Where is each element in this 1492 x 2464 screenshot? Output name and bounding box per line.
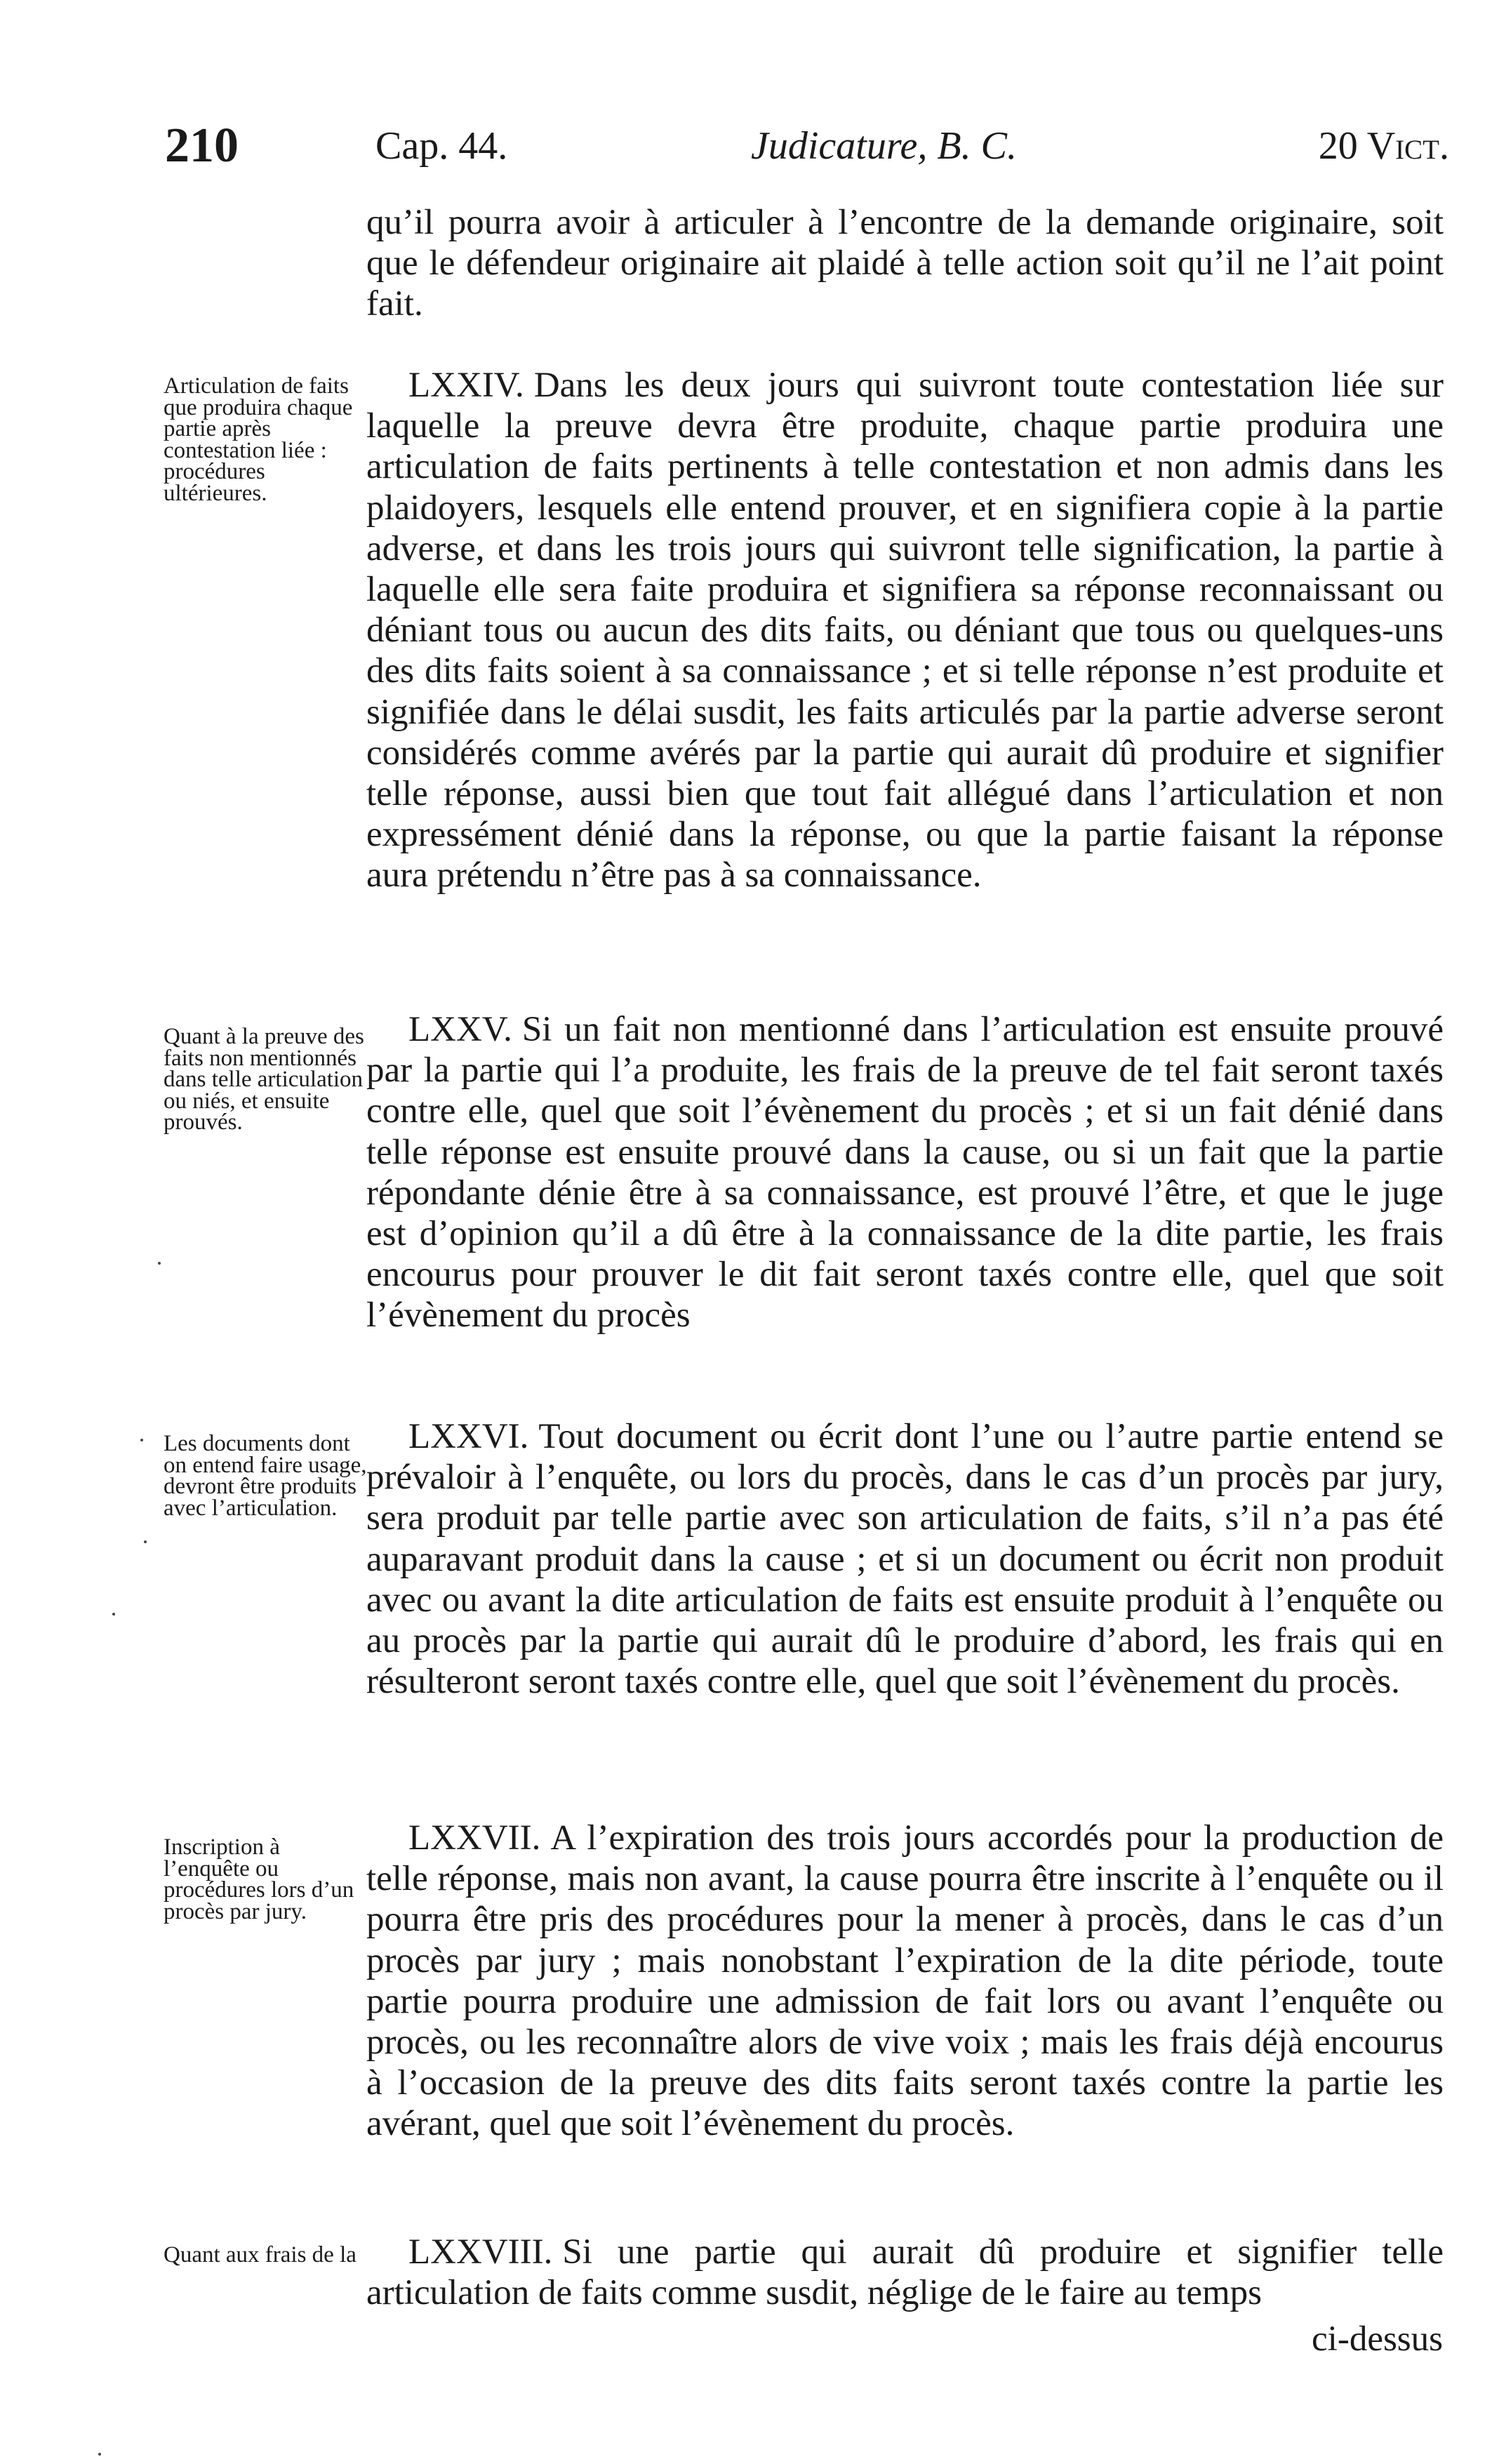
section-number: LXXV. [408,1010,512,1049]
section-paragraph [366,1416,1444,1702]
section-number: LXXVII. [408,1818,541,1858]
catchword: ci-dessus [1312,2319,1443,2359]
section-number: LXXVI. [408,1417,529,1456]
section-text: A l’expiration des trois jours accordés pour la production de telle réponse, mais non avant, la cause pourra être inscrite à l’enquête ou il pourra être pris des procédures pour la mener à procès, dans le cas d’un procès par jury ; mais nonobstant l’expiration de la dite période, toute partie pourra produire une admission de fait lors ou avant l’enquête ou procès, ou les reconnaître alors de vive voix ; mais les frais déjà encourus à l’occasion de la preuve des dits faits seront taxés contre la partie les avérant, quel que soit l’évènement du procès. [366,1818,1444,2144]
section-text: Si un fait non mentionné dans l’articulation est ensuite prouvé par la partie qui l’a produite, les frais de la preuve de tel fait seront taxés contre elle, quel que soit l’évènement du procès ; et si un fait dénié dans telle réponse est ensuite prouvé dans la cause, ou si un fait que la partie répondante dénie être à sa connaissance, est prouvé l’être, et que le juge est d’opinion qu’il a dû être à la connaissance de la dite partie, les frais encourus pour prouver le dit fait seront taxés contre elle, quel que soit l’évènement du procès [366,1010,1444,1336]
regnal-year: 20 Vict. [1318,124,1449,168]
section-text: Si une partie qui aurait dû produire et signifier telle articulation de faits comme susdit, néglige de le faire au temps [366,2232,1444,2313]
running-header [165,118,1449,174]
section-paragraph [366,365,1444,896]
chapter-label: Cap. 44. [375,124,508,168]
page-number: 210 [165,119,239,173]
marginal-note: Quant à la preuve des faits non mentionnés dans telle articulation ou niés, et ensuite prouvés. [164,1024,364,1135]
marginal-note: Les documents dont on entend faire usage, devront être produits avec l’articulation. [164,1431,367,1521]
section-text: Dans les deux jours qui suivront toute contestation liée sur laquelle la preuve devra être produite, chaque partie produira une articulation de faits pertinents à telle contestation et non admis dans les plaidoyers, lesquels elle entend prouver, et en signifiera copie à la partie adverse, et dans les trois jours qui suivront telle signification, la partie à laquelle elle sera faite produira et signifiera sa réponse reconnaissant ou déniant tous ou aucun des dits faits, ou déniant que tous ou quelques-uns des dits faits soient à sa connaissance ; et si telle réponse n’est produite et signifiée dans le délai susdit, les faits articulés par la partie adverse seront considérés comme avérés par la partie qui aurait dû produire et signifier telle réponse, aussi bien que tout fait allégué dans l’articulation et non expressément dénié dans la réponse, ou que la partie faisant la réponse aura prétendu n’être pas à sa connaissance. [366,366,1444,895]
section-paragraph [366,2232,1444,2313]
scan-speck [144,1540,147,1543]
section-text: Tout document ou écrit dont l’une ou l’autre partie entend se prévaloir à l’enquête, ou lors du procès, dans le cas d’un procès par jury, sera produit par telle partie avec son articulation de faits, s’il n’a pas été auparavant produit dans la cause ; et si un document ou écrit non produit avec ou avant la dite articulation de faits est ensuite produit à l’enquête ou au procès par la partie qui aurait dû le produire d’abord, les frais qui en résulteront seront taxés contre elle, quel que soit l’évènement du procès. [366,1417,1444,1702]
marginal-note: Inscription à l’enquête ou procédures lors d’un procès par jury. [164,1834,354,1924]
marginal-note: Articulation de faits que produira chaque partie après contestation liée : procédures ultérieures. [164,373,353,506]
section-number: LXXIV. [408,366,524,405]
scan-speck [140,1439,143,1441]
section-number: LXXVIII. [408,2232,553,2272]
section-paragraph [366,1818,1444,2145]
scan-speck [158,1262,161,1265]
scan-speck [112,1613,115,1616]
running-title: Judicature, B. C. [751,124,1017,168]
continuation-paragraph: qu’il pourra avoir à articuler à l’encontre de la demande originaire, soit que le défendeur originaire ait plaidé à telle action soit qu’il ne l’ait point fait. [366,203,1444,324]
scan-speck [98,2453,101,2456]
marginal-note: Quant aux frais de la [164,2242,357,2267]
section-paragraph [366,1009,1444,1336]
